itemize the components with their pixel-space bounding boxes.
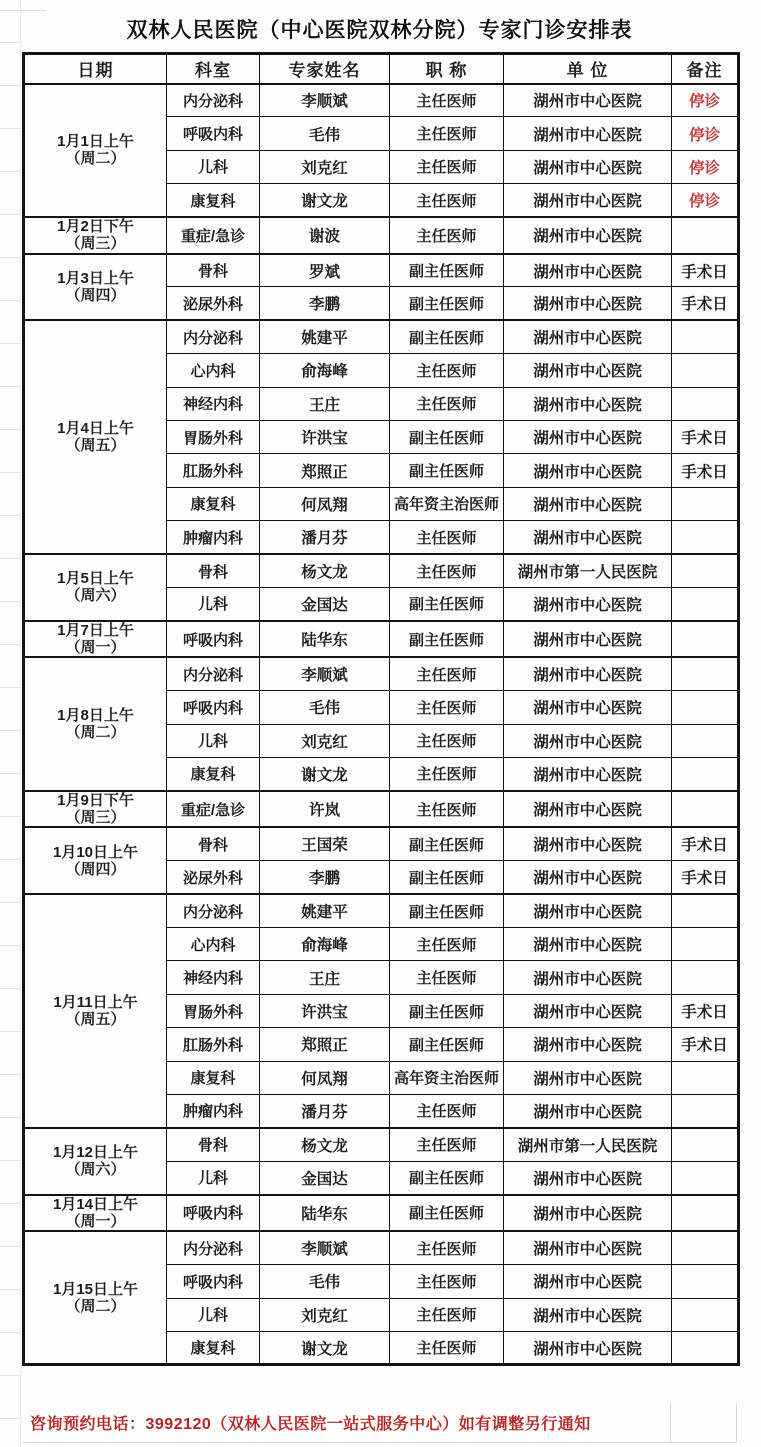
doctor-cell: 何凤翔 [260, 1061, 390, 1094]
unit-cell: 湖州市中心医院 [504, 217, 672, 254]
doctor-cell: 郑照正 [260, 454, 390, 487]
table-row [24, 1231, 739, 1264]
unit-cell: 湖州市中心医院 [504, 454, 672, 487]
title-cell: 副主任医师 [390, 827, 504, 860]
date-cell: 1月11日上午 （周五） [24, 894, 167, 1128]
unit-cell: 湖州市中心医院 [504, 150, 672, 183]
title-cell: 主任医师 [390, 657, 504, 690]
dept-cell: 胃肠外科 [167, 421, 260, 454]
note-cell: 停诊 [672, 150, 739, 183]
date-cell: 1月14日上午 （周一） [24, 1195, 167, 1232]
note-cell [672, 1161, 739, 1194]
doctor-cell: 谢文龙 [260, 184, 390, 217]
title-cell: 主任医师 [390, 84, 504, 117]
title-cell: 主任医师 [390, 691, 504, 724]
unit-cell: 湖州市第一人民医院 [504, 554, 672, 587]
dept-cell: 内分泌科 [167, 84, 260, 117]
table-row [24, 320, 739, 353]
dept-cell: 呼吸内科 [167, 117, 260, 150]
date-cell: 1月12日上午 （周六） [24, 1128, 167, 1195]
doctor-cell: 许洪宝 [260, 421, 390, 454]
doctor-cell: 王庄 [260, 387, 390, 420]
note-cell: 手术日 [672, 861, 739, 894]
title-cell: 副主任医师 [390, 454, 504, 487]
doctor-cell: 金国达 [260, 587, 390, 620]
note-cell [672, 1128, 739, 1161]
note-cell [672, 724, 739, 757]
title-cell: 主任医师 [390, 1095, 504, 1128]
title-cell: 主任医师 [390, 1265, 504, 1298]
title-cell: 主任医师 [390, 521, 504, 554]
date-cell: 1月7日上午 （周一） [24, 621, 167, 658]
title-cell: 主任医师 [390, 217, 504, 254]
title-cell: 主任医师 [390, 791, 504, 828]
unit-cell: 湖州市中心医院 [504, 827, 672, 860]
unit-cell: 湖州市中心医院 [504, 994, 672, 1027]
header-doctor: 专家姓名 [260, 54, 390, 84]
note-cell [672, 1231, 739, 1264]
doctor-cell: 姚建平 [260, 894, 390, 927]
unit-cell: 湖州市中心医院 [504, 254, 672, 287]
header-unit: 单 位 [504, 54, 672, 84]
unit-cell: 湖州市中心医院 [504, 1298, 672, 1331]
unit-cell: 湖州市中心医院 [504, 1161, 672, 1194]
unit-cell: 湖州市中心医院 [504, 117, 672, 150]
date-cell: 1月9日下午 （周三） [24, 791, 167, 828]
doctor-cell: 金国达 [260, 1161, 390, 1194]
doctor-cell: 罗斌 [260, 254, 390, 287]
title-cell: 副主任医师 [390, 1161, 504, 1194]
dept-cell: 泌尿外科 [167, 861, 260, 894]
unit-cell: 湖州市中心医院 [504, 1061, 672, 1094]
doctor-cell: 李顺斌 [260, 84, 390, 117]
header-note: 备注 [672, 54, 739, 84]
unit-cell: 湖州市中心医院 [504, 587, 672, 620]
title-cell: 高年资主治医师 [390, 1061, 504, 1094]
title-cell: 主任医师 [390, 1298, 504, 1331]
dept-cell: 骨科 [167, 1128, 260, 1161]
doctor-cell: 潘月芬 [260, 1095, 390, 1128]
doctor-cell: 李顺斌 [260, 657, 390, 690]
unit-cell: 湖州市中心医院 [504, 657, 672, 690]
doctor-cell: 王国荣 [260, 827, 390, 860]
dept-cell: 内分泌科 [167, 1231, 260, 1264]
doctor-cell: 刘克红 [260, 150, 390, 183]
table-row [24, 657, 739, 690]
doctor-cell: 郑照正 [260, 1028, 390, 1061]
dept-cell: 泌尿外科 [167, 287, 260, 320]
note-cell: 手术日 [672, 1028, 739, 1061]
note-cell: 停诊 [672, 117, 739, 150]
doctor-cell: 陆华东 [260, 621, 390, 658]
dept-cell: 呼吸内科 [167, 1195, 260, 1232]
table-row [24, 254, 739, 287]
dept-cell: 儿科 [167, 150, 260, 183]
title-cell: 主任医师 [390, 928, 504, 961]
date-cell: 1月15日上午 （周二） [24, 1231, 167, 1365]
unit-cell: 湖州市中心医院 [504, 421, 672, 454]
dept-cell: 肿瘤内科 [167, 1095, 260, 1128]
note-cell [672, 521, 739, 554]
dept-cell: 呼吸内科 [167, 621, 260, 658]
doctor-cell: 谢文龙 [260, 758, 390, 791]
title-cell: 主任医师 [390, 150, 504, 183]
doctor-cell: 潘月芬 [260, 521, 390, 554]
dept-cell: 内分泌科 [167, 894, 260, 927]
dept-cell: 康复科 [167, 1061, 260, 1094]
table-row [24, 827, 739, 860]
dept-cell: 胃肠外科 [167, 994, 260, 1027]
unit-cell: 湖州市中心医院 [504, 1195, 672, 1232]
note-cell [672, 354, 739, 387]
title-cell: 主任医师 [390, 117, 504, 150]
title-cell: 副主任医师 [390, 861, 504, 894]
dept-cell: 康复科 [167, 1331, 260, 1364]
dept-cell: 重症/急诊 [167, 217, 260, 254]
note-cell [672, 320, 739, 353]
doctor-cell: 杨文龙 [260, 554, 390, 587]
table-row [24, 621, 739, 658]
title-cell: 主任医师 [390, 354, 504, 387]
note-cell: 手术日 [672, 994, 739, 1027]
dept-cell: 心内科 [167, 928, 260, 961]
unit-cell: 湖州市中心医院 [504, 961, 672, 994]
doctor-cell: 谢波 [260, 217, 390, 254]
note-cell [672, 1195, 739, 1232]
expert-schedule-table [22, 52, 740, 1366]
footer-gridline [736, 1403, 737, 1442]
unit-cell: 湖州市中心医院 [504, 1265, 672, 1298]
doctor-cell: 何凤翔 [260, 487, 390, 520]
title-cell: 主任医师 [390, 184, 504, 217]
dept-cell: 内分泌科 [167, 320, 260, 353]
doctor-cell: 许洪宝 [260, 994, 390, 1027]
note-cell [672, 487, 739, 520]
note-cell: 手术日 [672, 454, 739, 487]
doctor-cell: 刘克红 [260, 1298, 390, 1331]
note-cell [672, 1061, 739, 1094]
unit-cell: 湖州市中心医院 [504, 287, 672, 320]
page-title: 双林人民医院（中心医院双林分院）专家门诊安排表 [126, 19, 633, 42]
header-title: 职 称 [390, 54, 504, 84]
title-cell: 副主任医师 [390, 994, 504, 1027]
header-dept: 科室 [167, 54, 260, 84]
unit-cell: 湖州市中心医院 [504, 928, 672, 961]
table-row [24, 84, 739, 117]
title-cell: 主任医师 [390, 554, 504, 587]
note-cell [672, 587, 739, 620]
unit-cell: 湖州市第一人民医院 [504, 1128, 672, 1161]
title-cell: 高年资主治医师 [390, 487, 504, 520]
dept-cell: 康复科 [167, 758, 260, 791]
date-cell: 1月4日上午 （周五） [24, 320, 167, 554]
title-cell: 主任医师 [390, 1231, 504, 1264]
note-cell [672, 217, 739, 254]
unit-cell: 湖州市中心医院 [504, 621, 672, 658]
dept-cell: 内分泌科 [167, 657, 260, 690]
doctor-cell: 谢文龙 [260, 1331, 390, 1364]
title-cell: 副主任医师 [390, 320, 504, 353]
dept-cell: 骨科 [167, 554, 260, 587]
unit-cell: 湖州市中心医院 [504, 1028, 672, 1061]
doctor-cell: 毛伟 [260, 1265, 390, 1298]
note-cell [672, 657, 739, 690]
unit-cell: 湖州市中心医院 [504, 691, 672, 724]
title-cell: 副主任医师 [390, 287, 504, 320]
title-cell: 主任医师 [390, 724, 504, 757]
date-cell: 1月10日上午 （周四） [24, 827, 167, 894]
note-cell: 停诊 [672, 184, 739, 217]
schedule-table-body [24, 84, 739, 1365]
unit-cell: 湖州市中心医院 [504, 1331, 672, 1364]
dept-cell: 呼吸内科 [167, 691, 260, 724]
table-row [24, 894, 739, 927]
table-row [24, 791, 739, 828]
title-cell: 主任医师 [390, 758, 504, 791]
title-cell: 副主任医师 [390, 894, 504, 927]
dept-cell: 骨科 [167, 254, 260, 287]
dept-cell: 神经内科 [167, 387, 260, 420]
title-cell: 副主任医师 [390, 421, 504, 454]
note-cell [672, 387, 739, 420]
unit-cell: 湖州市中心医院 [504, 861, 672, 894]
note-cell [672, 1265, 739, 1298]
footer-notice-text: 咨询预约电话：3992120（双林人民医院一站式服务中心）如有调整另行通知 [30, 1416, 591, 1433]
note-cell: 手术日 [672, 421, 739, 454]
spreadsheet-margin-gridlines [0, 0, 21, 1447]
table-row [24, 217, 739, 254]
header-row [24, 54, 739, 84]
unit-cell: 湖州市中心医院 [504, 1095, 672, 1128]
title-cell: 副主任医师 [390, 1028, 504, 1061]
note-cell [672, 621, 739, 658]
date-cell: 1月1日上午 （周二） [24, 84, 167, 218]
doctor-cell: 李顺斌 [260, 1231, 390, 1264]
note-cell [672, 961, 739, 994]
doctor-cell: 毛伟 [260, 117, 390, 150]
dept-cell: 心内科 [167, 354, 260, 387]
unit-cell: 湖州市中心医院 [504, 387, 672, 420]
unit-cell: 湖州市中心医院 [504, 487, 672, 520]
table-row [24, 1128, 739, 1161]
note-cell [672, 1298, 739, 1331]
doctor-cell: 姚建平 [260, 320, 390, 353]
note-cell [672, 554, 739, 587]
unit-cell: 湖州市中心医院 [504, 521, 672, 554]
unit-cell: 湖州市中心医院 [504, 894, 672, 927]
footer-gridline [670, 1403, 671, 1442]
title-cell: 副主任医师 [390, 587, 504, 620]
dept-cell: 重症/急诊 [167, 791, 260, 828]
note-cell [672, 758, 739, 791]
dept-cell: 肛肠外科 [167, 1028, 260, 1061]
doctor-cell: 许岚 [260, 791, 390, 828]
note-cell [672, 1331, 739, 1364]
doctor-cell: 俞海峰 [260, 928, 390, 961]
unit-cell: 湖州市中心医院 [504, 758, 672, 791]
doctor-cell: 杨文龙 [260, 1128, 390, 1161]
unit-cell: 湖州市中心医院 [504, 791, 672, 828]
note-cell: 手术日 [672, 254, 739, 287]
doctor-cell: 陆华东 [260, 1195, 390, 1232]
dept-cell: 儿科 [167, 1298, 260, 1331]
title-cell: 主任医师 [390, 961, 504, 994]
note-cell: 停诊 [672, 84, 739, 117]
doctor-cell: 李鹏 [260, 861, 390, 894]
doctor-cell: 李鹏 [260, 287, 390, 320]
header-date: 日期 [24, 54, 167, 84]
table-row [24, 554, 739, 587]
doctor-cell: 刘克红 [260, 724, 390, 757]
dept-cell: 儿科 [167, 587, 260, 620]
note-cell: 手术日 [672, 827, 739, 860]
dept-cell: 骨科 [167, 827, 260, 860]
note-cell [672, 1095, 739, 1128]
note-cell [672, 691, 739, 724]
note-cell [672, 791, 739, 828]
dept-cell: 儿科 [167, 724, 260, 757]
dept-cell: 神经内科 [167, 961, 260, 994]
note-cell [672, 928, 739, 961]
unit-cell: 湖州市中心医院 [504, 184, 672, 217]
title-cell: 主任医师 [390, 387, 504, 420]
date-cell: 1月3日上午 （周四） [24, 254, 167, 321]
note-cell: 手术日 [672, 287, 739, 320]
dept-cell: 康复科 [167, 184, 260, 217]
dept-cell: 呼吸内科 [167, 1265, 260, 1298]
doctor-cell: 俞海峰 [260, 354, 390, 387]
note-cell [672, 894, 739, 927]
date-cell: 1月2日下午 （周三） [24, 217, 167, 254]
footer-notice-bar [22, 1403, 737, 1443]
unit-cell: 湖州市中心医院 [504, 1231, 672, 1264]
date-cell: 1月8日上午 （周二） [24, 657, 167, 791]
table-row [24, 1195, 739, 1232]
unit-cell: 湖州市中心医院 [504, 84, 672, 117]
date-cell: 1月5日上午 （周六） [24, 554, 167, 621]
title-cell: 主任医师 [390, 1128, 504, 1161]
doctor-cell: 毛伟 [260, 691, 390, 724]
doctor-cell: 王庄 [260, 961, 390, 994]
dept-cell: 肛肠外科 [167, 454, 260, 487]
dept-cell: 儿科 [167, 1161, 260, 1194]
title-cell: 主任医师 [390, 1331, 504, 1364]
dept-cell: 肿瘤内科 [167, 521, 260, 554]
title-cell: 副主任医师 [390, 254, 504, 287]
unit-cell: 湖州市中心医院 [504, 320, 672, 353]
unit-cell: 湖州市中心医院 [504, 724, 672, 757]
title-cell: 副主任医师 [390, 1195, 504, 1232]
dept-cell: 康复科 [167, 487, 260, 520]
title-cell: 副主任医师 [390, 621, 504, 658]
unit-cell: 湖州市中心医院 [504, 354, 672, 387]
